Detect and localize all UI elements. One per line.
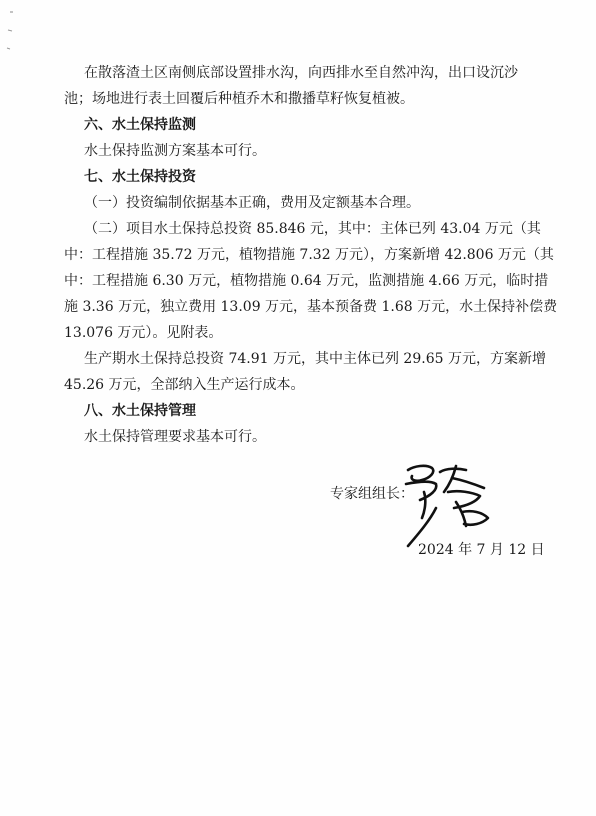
document-body bbox=[64, 60, 558, 450]
section-heading-investment: 七、水土保持投资 bbox=[84, 169, 196, 185]
text-line: 中：工程措施 35.72 万元，植物措施 7.32 万元），方案新增 42.806 万元（其 bbox=[64, 247, 554, 263]
text-line: 45.26 万元，全部纳入生产运行成本。 bbox=[64, 377, 305, 393]
paragraph-production-investment bbox=[64, 346, 554, 398]
text-line: 池；场地进行表土回覆后种植乔木和撒播草籽恢复植被。 bbox=[64, 91, 414, 107]
section-heading-monitoring: 六、水土保持监测 bbox=[84, 117, 196, 133]
text-line: 生产期水土保持总投资 74.91 万元，其中主体已列 29.65 万元，方案新增 bbox=[84, 351, 546, 367]
document-date: 2024 年 7 月 12 日 bbox=[418, 542, 545, 558]
paragraph-management bbox=[84, 424, 554, 450]
paragraph-monitoring bbox=[84, 138, 554, 164]
text-line: 中：工程措施 6.30 万元，植物措施 0.64 万元，监测措施 4.66 万元，临时措 bbox=[64, 273, 549, 289]
section-heading-management: 八、水土保持管理 bbox=[84, 403, 196, 419]
text-line: 水土保持监测方案基本可行。 bbox=[84, 143, 266, 159]
text-line: （二）项目水土保持总投资 85.846 元，其中：主体已列 43.04 万元（其 bbox=[84, 221, 541, 237]
text-line: （一）投资编制依据基本正确，费用及定额基本合理。 bbox=[84, 195, 420, 211]
text-line: 水土保持管理要求基本可行。 bbox=[84, 429, 266, 445]
paragraph-drainage bbox=[64, 60, 554, 112]
margin-marks bbox=[4, 8, 18, 58]
paragraph-investment-basis bbox=[84, 190, 554, 216]
signature-label: 专家组组长： bbox=[330, 486, 414, 502]
text-line: 13.076 万元）。见附表。 bbox=[64, 325, 223, 341]
text-line: 施 3.36 万元，独立费用 13.09 万元，基本预备费 1.68 万元，水土保持补偿费 bbox=[64, 299, 558, 315]
paragraph-investment-total bbox=[64, 216, 558, 346]
text-line: 在散落渣土区南侧底部设置排水沟，向西排水至自然冲沟，出口设沉沙 bbox=[84, 65, 518, 81]
